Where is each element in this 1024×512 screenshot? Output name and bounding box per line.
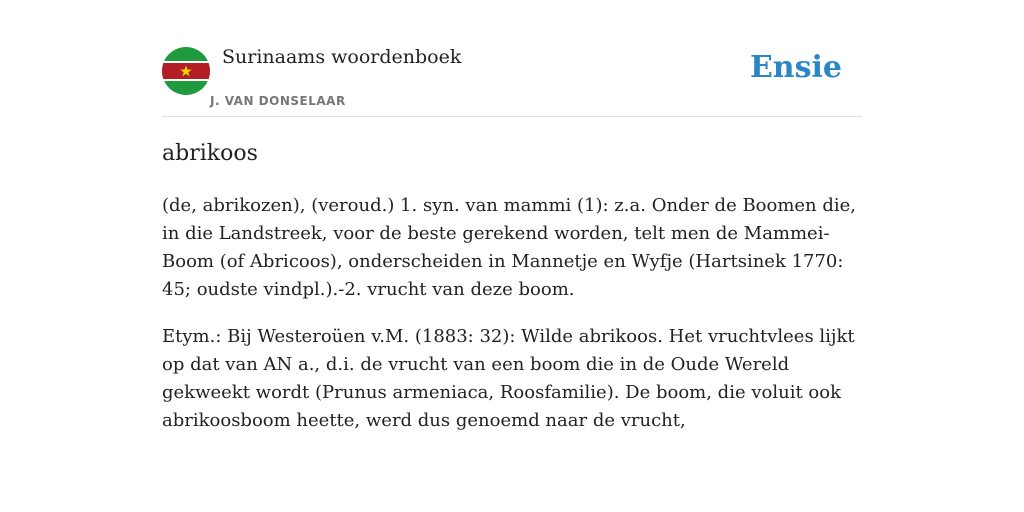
header bbox=[162, 0, 862, 117]
brand-logo-link[interactable]: Ensie bbox=[749, 50, 842, 85]
entry-etymology: Etym.: Bij Westeroüen v.M. (1883: 32): Wilde abrikoos. Het vruchtvlees lijkt op dat van AN a., d.i. de vrucht van een boom die in de Oude Wereld gekweekt wordt (Prunus armeniaca, Roosfamilie). De boom, die voluit ook abrikoosboom heette, werd dus genoemd naar de vrucht, bbox=[162, 326, 855, 431]
suriname-flag-icon bbox=[162, 47, 210, 95]
dictionary-title[interactable]: Surinaams woordenboek bbox=[222, 46, 462, 68]
entry-headword: abrikoos bbox=[162, 141, 258, 166]
author-name: J. VAN DONSELAAR bbox=[210, 94, 346, 108]
entry-definition: (de, abrikozen), (veroud.) 1. syn. van mammi (1): z.a. Onder de Boomen die, in die Landstreek, voor de beste gerekend worden, telt men de Mammei-Boom (of Abricoos), onderscheiden in Mannetje en Wyfje (Hartsinek 1770: 45; oudste vindpl.).-2. vrucht van deze boom. bbox=[162, 195, 857, 300]
page-container bbox=[162, 0, 862, 431]
